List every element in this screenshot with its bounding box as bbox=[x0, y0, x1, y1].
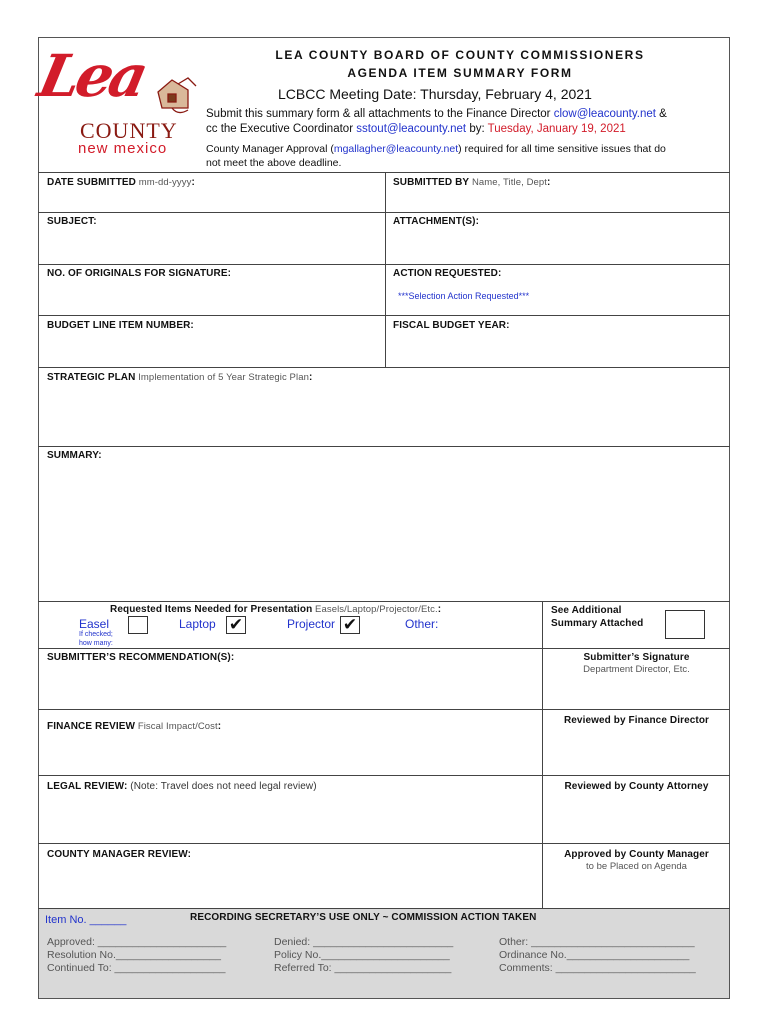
instr1-text: Submit this summary form & all attachments to the Finance Director bbox=[206, 108, 554, 120]
other-label: Other: bbox=[405, 617, 439, 631]
see-additional-label bbox=[551, 604, 643, 630]
easel-checkbox[interactable] bbox=[128, 616, 148, 634]
if-checked-line1: If checked; bbox=[79, 631, 113, 638]
if-checked-note bbox=[79, 630, 113, 648]
approved-field[interactable]: Approved: ______________________ bbox=[47, 936, 227, 948]
submitter-signature-sub: Department Director, Etc. bbox=[583, 664, 690, 675]
approval-line2: not meet the above deadline. bbox=[206, 157, 342, 169]
divider bbox=[38, 843, 730, 844]
divider bbox=[38, 601, 730, 602]
strategic-colon: : bbox=[308, 372, 313, 383]
instr1-tail: & bbox=[655, 108, 667, 120]
submitted-by-text: SUBMITTED BY bbox=[393, 177, 470, 188]
laptop-checkbox[interactable]: ✔ bbox=[226, 616, 246, 634]
legal-review-text: LEGAL REVIEW: bbox=[47, 781, 128, 792]
policy-field[interactable]: Policy No.______________________ bbox=[274, 949, 450, 961]
originals-input[interactable] bbox=[40, 282, 383, 312]
fiscal-year-input[interactable] bbox=[388, 334, 728, 364]
lea-county-logo bbox=[32, 42, 200, 160]
presentation-heading bbox=[110, 604, 441, 615]
laptop-label: Laptop bbox=[179, 617, 216, 631]
approval-text: County Manager Approval ( bbox=[206, 143, 334, 155]
other-input[interactable] bbox=[445, 615, 535, 633]
recording-col3 bbox=[499, 936, 696, 975]
continued-field[interactable]: Continued To: ___________________ bbox=[47, 962, 226, 974]
strategic-plan-label bbox=[47, 372, 312, 383]
manager-review-label: COUNTY MANAGER REVIEW: bbox=[47, 849, 192, 860]
finance-review-label bbox=[47, 721, 221, 732]
legal-review-label bbox=[47, 781, 317, 792]
manager-review-input[interactable] bbox=[40, 864, 540, 906]
referred-field[interactable]: Referred To: ____________________ bbox=[274, 962, 452, 974]
subject-input[interactable] bbox=[40, 230, 383, 262]
logo-county: COUNTY bbox=[80, 118, 178, 143]
form-title-line1: LEA COUNTY BOARD OF COUNTY COMMISSIONERS bbox=[275, 48, 645, 62]
form-title-line2: AGENDA ITEM SUMMARY FORM bbox=[347, 66, 573, 80]
recording-col2 bbox=[274, 936, 453, 975]
recording-heading: RECORDING SECRETARY’S USE ONLY ~ COMMISSION ACTION TAKEN bbox=[190, 912, 537, 923]
strategic-text: STRATEGIC PLAN bbox=[47, 372, 136, 383]
originals-label: NO. OF ORIGINALS FOR SIGNATURE: bbox=[47, 268, 232, 279]
divider bbox=[38, 264, 730, 265]
divider bbox=[38, 709, 730, 710]
date-submitted-label bbox=[47, 177, 195, 188]
finance-signature-label: Reviewed by Finance Director bbox=[563, 715, 710, 726]
recommendation-input[interactable] bbox=[40, 666, 540, 706]
manager-email-link[interactable]: mgallagher@leacounty.net bbox=[333, 143, 459, 155]
approval-line1 bbox=[206, 143, 666, 155]
divider bbox=[38, 648, 730, 649]
coordinator-email-link[interactable]: sstout@leacounty.net bbox=[356, 123, 467, 135]
if-checked-line2: how many: bbox=[79, 640, 113, 647]
divider bbox=[38, 212, 730, 213]
subject-label: SUBJECT: bbox=[47, 216, 97, 227]
finance-review-text: FINANCE REVIEW bbox=[47, 721, 136, 732]
legal-hint: (Note: Travel does not need legal review) bbox=[127, 781, 317, 792]
finance-review-input[interactable] bbox=[40, 736, 540, 772]
date-submitted-text: DATE SUBMITTED bbox=[47, 177, 136, 188]
projector-checkbox[interactable]: ✔ bbox=[340, 616, 360, 634]
additional-summary-checkbox[interactable] bbox=[665, 610, 705, 639]
action-requested-select[interactable]: ***Selection Action Requested*** bbox=[398, 291, 530, 301]
instr2-text: cc the Executive Coordinator bbox=[206, 123, 357, 135]
comments-field[interactable]: Comments: ________________________ bbox=[499, 962, 696, 974]
finance-email-link[interactable]: clow@leacounty.net bbox=[553, 108, 656, 120]
finance-hint: Fiscal Impact/Cost bbox=[135, 721, 218, 732]
finance-colon: : bbox=[217, 721, 222, 732]
fiscal-year-label: FISCAL BUDGET YEAR: bbox=[393, 320, 510, 331]
presentation-colon: : bbox=[437, 604, 442, 615]
meeting-date: LCBCC Meeting Date: Thursday, February 4, 2021 bbox=[278, 86, 592, 102]
date-hint: mm-dd-yyyy bbox=[136, 177, 192, 188]
logo-state: new mexico bbox=[78, 140, 168, 157]
budget-line-input[interactable] bbox=[40, 334, 383, 364]
date-colon: : bbox=[191, 177, 195, 188]
submitted-by-input[interactable] bbox=[388, 192, 728, 210]
column-divider bbox=[385, 172, 386, 367]
attachments-input[interactable] bbox=[388, 230, 728, 262]
presentation-heading-text: Requested Items Needed for Presentation bbox=[110, 604, 313, 615]
approval-tail: ) required for all time sensitive issues that do bbox=[458, 143, 666, 155]
divider bbox=[38, 446, 730, 447]
submitted-by-label bbox=[393, 177, 550, 188]
strategic-plan-input[interactable] bbox=[40, 386, 728, 444]
instructions-line2 bbox=[206, 123, 626, 135]
instr2-mid: by: bbox=[466, 123, 488, 135]
legal-review-input[interactable] bbox=[40, 796, 540, 840]
submitted-by-hint: Name, Title, Dept bbox=[469, 177, 548, 188]
see-additional-line1: See Additional bbox=[551, 605, 622, 616]
date-submitted-input[interactable] bbox=[40, 192, 383, 210]
recording-col1 bbox=[47, 936, 226, 975]
divider bbox=[38, 172, 730, 173]
divider bbox=[38, 315, 730, 316]
easel-label: Easel bbox=[79, 617, 110, 631]
divider bbox=[38, 775, 730, 776]
summary-label: SUMMARY: bbox=[47, 450, 102, 461]
submitter-signature-label: Submitter’s Signature bbox=[583, 652, 690, 663]
summary-textarea[interactable] bbox=[40, 464, 728, 599]
divider bbox=[38, 367, 730, 368]
denied-field[interactable]: Denied: ________________________ bbox=[274, 936, 454, 948]
other-field[interactable]: Other: ____________________________ bbox=[499, 936, 695, 948]
budget-line-label: BUDGET LINE ITEM NUMBER: bbox=[47, 320, 194, 331]
recommendation-label: SUBMITTER’S RECOMMENDATION(S): bbox=[47, 652, 235, 663]
see-additional-line2: Summary Attached bbox=[551, 618, 644, 629]
strategic-hint: Implementation of 5 Year Strategic Plan bbox=[135, 372, 309, 383]
instructions-line1 bbox=[206, 108, 667, 120]
logo-script: Lea bbox=[32, 42, 151, 110]
projector-label: Projector bbox=[287, 617, 336, 631]
attachments-label: ATTACHMENT(S): bbox=[393, 216, 480, 227]
deadline-date: Tuesday, January 19, 2021 bbox=[487, 123, 626, 135]
manager-signature-label: Approved by County Manager bbox=[564, 849, 709, 860]
presentation-hint: Easels/Laptop/Projector/Etc. bbox=[312, 604, 438, 615]
action-requested-label: ACTION REQUESTED: bbox=[393, 268, 502, 279]
resolution-field[interactable]: Resolution No.__________________ bbox=[47, 949, 221, 961]
item-number-field[interactable]: Item No. ______ bbox=[45, 914, 127, 926]
submitted-by-colon: : bbox=[547, 177, 551, 188]
legal-signature-label: Reviewed by County Attorney bbox=[564, 781, 709, 792]
ordinance-field[interactable]: Ordinance No._____________________ bbox=[499, 949, 690, 961]
manager-signature-sub: to be Placed on Agenda bbox=[586, 861, 687, 872]
